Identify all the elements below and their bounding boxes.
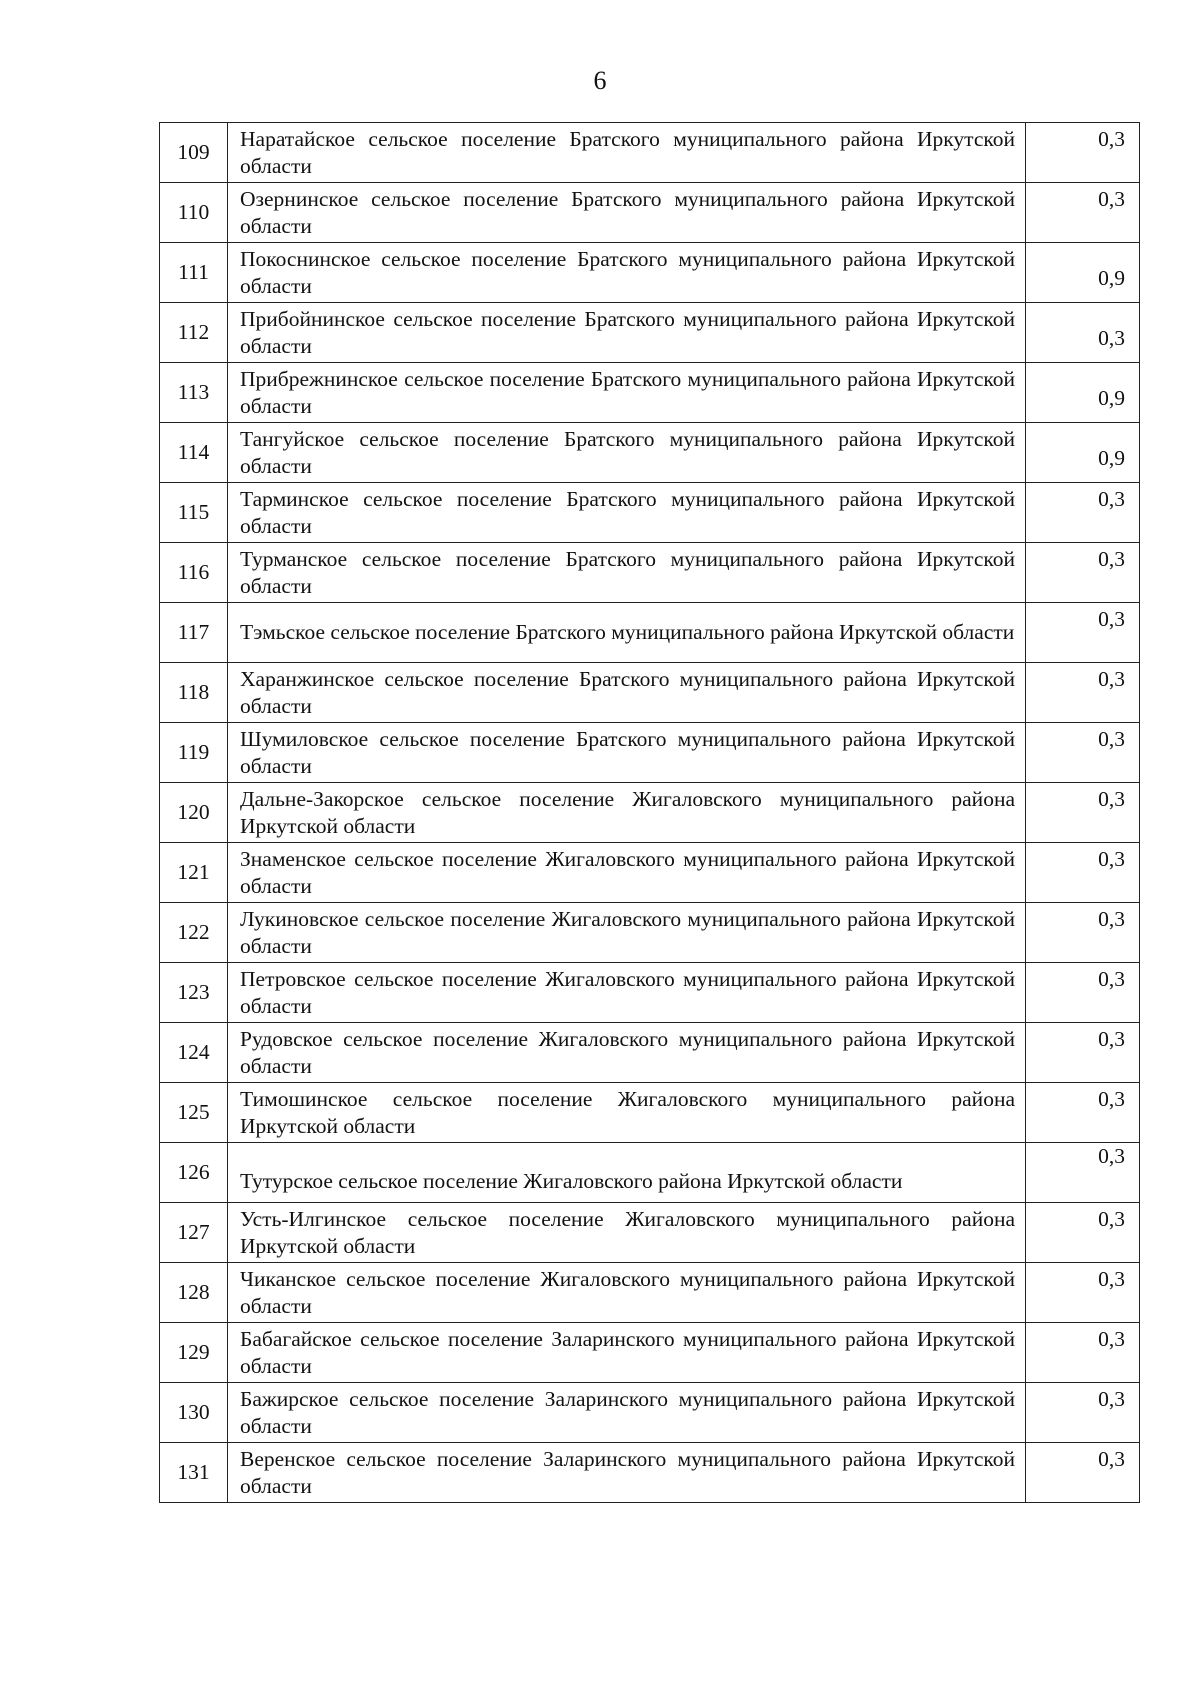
table-row <box>160 1203 1140 1263</box>
row-number-cell: 112 <box>160 303 228 363</box>
table-row <box>160 363 1140 423</box>
row-number-cell: 120 <box>160 783 228 843</box>
settlement-name-cell: Веренское сельское поселение Заларинского муниципального района Иркутской области <box>228 1443 1026 1503</box>
settlement-name-cell: Тангуйское сельское поселение Братского муниципального района Иркутской области <box>228 423 1026 483</box>
settlement-name-cell: Петровское сельское поселение Жигаловского муниципального района Иркутской области <box>228 963 1026 1023</box>
settlement-name-cell: Усть-Илгинское сельское поселение Жигаловского муниципального района Иркутской области <box>228 1203 1026 1263</box>
coefficient-cell: 0,3 <box>1026 783 1140 843</box>
table-row <box>160 903 1140 963</box>
settlement-name-cell: Шумиловское сельское поселение Братского муниципального района Иркутской области <box>228 723 1026 783</box>
row-number-cell: 113 <box>160 363 228 423</box>
table-body <box>160 123 1140 1503</box>
row-number-cell: 126 <box>160 1143 228 1203</box>
row-number-cell: 109 <box>160 123 228 183</box>
table-row <box>160 723 1140 783</box>
table-row <box>160 183 1140 243</box>
coefficient-cell: 0,9 <box>1026 363 1140 423</box>
row-number-cell: 125 <box>160 1083 228 1143</box>
row-number-cell: 115 <box>160 483 228 543</box>
coefficient-cell: 0,3 <box>1026 183 1140 243</box>
coefficient-cell: 0,3 <box>1026 1323 1140 1383</box>
row-number-cell: 117 <box>160 603 228 663</box>
settlement-name-cell: Тимошинское сельское поселение Жигаловского муниципального района Иркутской области <box>228 1083 1026 1143</box>
settlement-name-cell: Тэмьское сельское поселение Братского муниципального района Иркутской области <box>228 603 1026 663</box>
table-row <box>160 963 1140 1023</box>
table-row <box>160 1323 1140 1383</box>
coefficient-cell: 0,3 <box>1026 1203 1140 1263</box>
settlement-name-cell: Озернинское сельское поселение Братского муниципального района Иркутской области <box>228 183 1026 243</box>
coefficient-cell: 0,3 <box>1026 303 1140 363</box>
table-row <box>160 303 1140 363</box>
coefficient-cell: 0,3 <box>1026 483 1140 543</box>
table-row <box>160 483 1140 543</box>
table-row <box>160 1143 1140 1203</box>
settlement-name-cell: Тутурское сельское поселение Жигаловского района Иркутской области <box>228 1143 1026 1203</box>
coefficient-cell: 0,3 <box>1026 1023 1140 1083</box>
row-number-cell: 129 <box>160 1323 228 1383</box>
coefficient-cell: 0,3 <box>1026 1143 1140 1203</box>
settlement-name-cell: Покоснинское сельское поселение Братского муниципального района Иркутской области <box>228 243 1026 303</box>
row-number-cell: 124 <box>160 1023 228 1083</box>
row-number-cell: 121 <box>160 843 228 903</box>
settlement-name-cell: Бабагайское сельское поселение Заларинского муниципального района Иркутской области <box>228 1323 1026 1383</box>
coefficient-cell: 0,3 <box>1026 123 1140 183</box>
coefficient-cell: 0,9 <box>1026 423 1140 483</box>
row-number-cell: 110 <box>160 183 228 243</box>
settlement-name-cell: Дальне-Закорское сельское поселение Жигаловского муниципального района Иркутской области <box>228 783 1026 843</box>
coefficient-cell: 0,3 <box>1026 603 1140 663</box>
row-number-cell: 130 <box>160 1383 228 1443</box>
settlement-name-cell: Прибойнинское сельское поселение Братского муниципального района Иркутской области <box>228 303 1026 363</box>
row-number-cell: 127 <box>160 1203 228 1263</box>
settlement-name-cell: Рудовское сельское поселение Жигаловского муниципального района Иркутской области <box>228 1023 1026 1083</box>
row-number-cell: 119 <box>160 723 228 783</box>
coefficient-cell: 0,3 <box>1026 1443 1140 1503</box>
settlements-table <box>159 122 1140 1503</box>
settlement-name-cell: Чиканское сельское поселение Жигаловского муниципального района Иркутской области <box>228 1263 1026 1323</box>
row-number-cell: 128 <box>160 1263 228 1323</box>
coefficient-cell: 0,3 <box>1026 543 1140 603</box>
table-row <box>160 843 1140 903</box>
table-row <box>160 243 1140 303</box>
table-row <box>160 783 1140 843</box>
settlement-name-cell: Бажирское сельское поселение Заларинского муниципального района Иркутской области <box>228 1383 1026 1443</box>
coefficient-cell: 0,3 <box>1026 1383 1140 1443</box>
table-row <box>160 543 1140 603</box>
table-row <box>160 1083 1140 1143</box>
coefficient-cell: 0,3 <box>1026 663 1140 723</box>
coefficient-cell: 0,3 <box>1026 963 1140 1023</box>
settlement-name-cell: Турманское сельское поселение Братского муниципального района Иркутской области <box>228 543 1026 603</box>
settlement-name-cell: Знаменское сельское поселение Жигаловского муниципального района Иркутской области <box>228 843 1026 903</box>
coefficient-cell: 0,3 <box>1026 1083 1140 1143</box>
row-number-cell: 131 <box>160 1443 228 1503</box>
table-row <box>160 603 1140 663</box>
row-number-cell: 114 <box>160 423 228 483</box>
settlement-name-cell: Прибрежнинское сельское поселение Братского муниципального района Иркутской области <box>228 363 1026 423</box>
table-row <box>160 1023 1140 1083</box>
table-row <box>160 1443 1140 1503</box>
row-number-cell: 116 <box>160 543 228 603</box>
coefficient-cell: 0,3 <box>1026 1263 1140 1323</box>
row-number-cell: 111 <box>160 243 228 303</box>
table-row <box>160 663 1140 723</box>
coefficient-cell: 0,9 <box>1026 243 1140 303</box>
coefficient-cell: 0,3 <box>1026 723 1140 783</box>
table-row <box>160 123 1140 183</box>
settlement-name-cell: Лукиновское сельское поселение Жигаловского муниципального района Иркутской области <box>228 903 1026 963</box>
table-row <box>160 1383 1140 1443</box>
table-row <box>160 1263 1140 1323</box>
coefficient-cell: 0,3 <box>1026 843 1140 903</box>
row-number-cell: 118 <box>160 663 228 723</box>
settlement-name-cell: Наратайское сельское поселение Братского муниципального района Иркутской области <box>228 123 1026 183</box>
settlement-name-cell: Тарминское сельское поселение Братского муниципального района Иркутской области <box>228 483 1026 543</box>
page-number: 6 <box>593 66 607 95</box>
row-number-cell: 123 <box>160 963 228 1023</box>
row-number-cell: 122 <box>160 903 228 963</box>
settlement-name-cell: Харанжинское сельское поселение Братского муниципального района Иркутской области <box>228 663 1026 723</box>
table-row <box>160 423 1140 483</box>
coefficient-cell: 0,3 <box>1026 903 1140 963</box>
